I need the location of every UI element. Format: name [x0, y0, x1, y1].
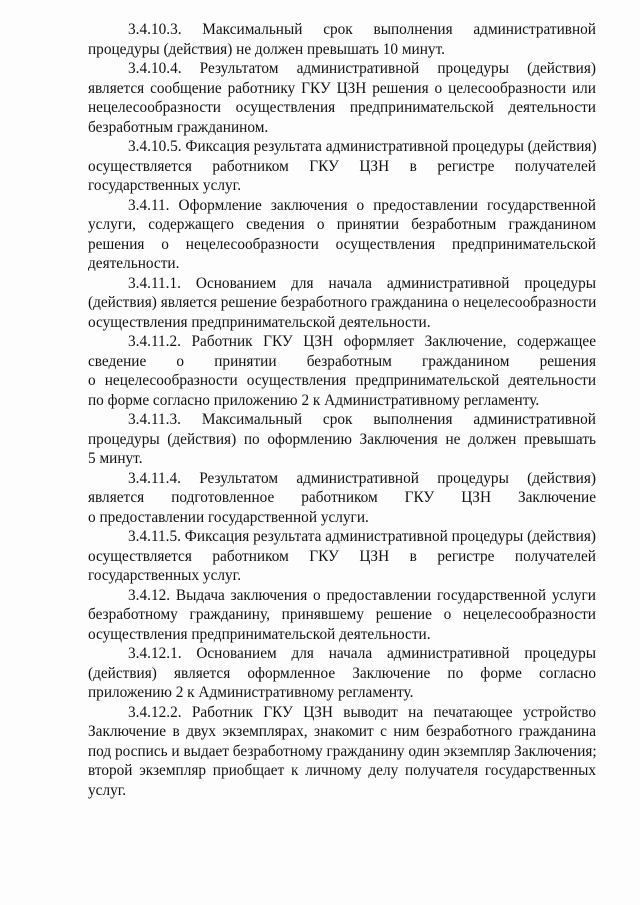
text-line: осуществляется работником ГКУ ЦЗН в регистре получателей	[88, 547, 596, 565]
text-line: решения о нецелесообразности осуществления предпринимательской	[88, 235, 596, 253]
text-line: (действия) является решение безработного гражданина о нецелесообразности	[88, 294, 597, 311]
paragraph-3-4-10-5	[88, 137, 596, 196]
paragraph-3-4-11-5	[88, 527, 596, 586]
text-line: (действия) является оформленное Заключение по форме согласно	[88, 664, 596, 682]
paragraph-3-4-12-1	[88, 644, 596, 703]
paragraph-3-4-11-3	[88, 410, 596, 469]
text-line: второй экземпляр приобщает к личному делу получателя государственных	[88, 762, 596, 779]
text-line: является подготовленное работником ГКУ ЦЗН Заключение	[88, 489, 596, 506]
text-line: услуг.	[88, 781, 127, 799]
text-line: 3.4.11.2. Работник ГКУ ЦЗН оформляет Заключение, содержащее	[128, 333, 596, 350]
text-line: по форме согласно приложению 2 к Административному регламенту.	[88, 391, 540, 409]
text-line: 3.4.12.1. Основанием для начала административной процедуры	[128, 645, 596, 662]
text-line: 3.4.11.1. Основанием для начала административной процедуры	[128, 274, 596, 292]
text-line: 3.4.11.5. Фиксация результата административной процедуры (действия)	[128, 528, 596, 545]
text-line: процедуры (действия) не должен превышать 10 минут.	[88, 40, 445, 58]
text-line: 5 минут.	[88, 450, 143, 467]
text-line: 3.4.11.3. Максимальный срок выполнения административной	[128, 411, 596, 428]
text-line: процедуры (действия) по оформлению Заключения не должен превышать	[88, 430, 596, 448]
text-line: 3.4.12. Выдача заключения о предоставлении государственной услуги	[128, 586, 596, 604]
text-line: безработным гражданином.	[88, 118, 269, 136]
text-line: 3.4.11. Оформление заключения о предоставлении государственной	[128, 196, 596, 214]
text-line: о предоставлении государственной услуги.	[88, 508, 369, 526]
document-body	[88, 20, 596, 800]
paragraph-3-4-12-2	[88, 703, 596, 801]
paragraph-3-4-10-4	[88, 59, 596, 137]
text-line: нецелесообразности осуществления предпринимательской деятельности	[88, 99, 596, 116]
text-line: 3.4.12.2. Работник ГКУ ЦЗН выводит на печатающее устройство	[128, 703, 596, 721]
text-line: осуществления предпринимательской деятельности.	[88, 625, 431, 643]
text-line: о нецелесообразности осуществления предпринимательской деятельности	[88, 372, 596, 389]
text-line: сведение о принятии безработным гражданином решения	[88, 352, 596, 370]
paragraph-3-4-11-1	[88, 274, 596, 333]
text-line: под роспись и выдает безработному гражданину один экземпляр Заключения;	[88, 742, 597, 760]
paragraph-3-4-12	[88, 586, 596, 645]
text-line: услуги, содержащего сведения о принятии безработным гражданином	[88, 216, 596, 233]
text-line: приложению 2 к Административному регламенту.	[88, 684, 414, 701]
text-line: Заключение в двух экземплярах, знакомит с ним безработного гражданина	[88, 723, 596, 740]
text-line: государственных услуг.	[88, 567, 242, 584]
text-line: 3.4.10.3. Максимальный срок выполнения административной	[128, 21, 596, 38]
paragraph-3-4-11-2	[88, 332, 596, 410]
paragraph-3-4-11	[88, 196, 596, 274]
text-line: 3.4.10.4. Результатом административной процедуры (действия)	[128, 60, 596, 77]
text-line: осуществляется работником ГКУ ЦЗН в регистре получателей	[88, 157, 596, 175]
paragraph-3-4-10-3	[88, 20, 596, 59]
paragraph-3-4-11-4	[88, 469, 596, 528]
text-line: государственных услуг.	[88, 177, 242, 194]
text-line: является сообщение работнику ГКУ ЦЗН решения о целесообразности или	[88, 79, 596, 97]
text-line: безработному гражданину, принявшему решение о нецелесообразности	[88, 606, 596, 623]
text-line: 3.4.11.4. Результатом административной процедуры (действия)	[128, 469, 596, 487]
text-line: осуществления предпринимательской деятельности.	[88, 313, 431, 331]
text-line: 3.4.10.5. Фиксация результата административной процедуры (действия)	[128, 138, 597, 155]
text-line: деятельности.	[88, 255, 180, 272]
